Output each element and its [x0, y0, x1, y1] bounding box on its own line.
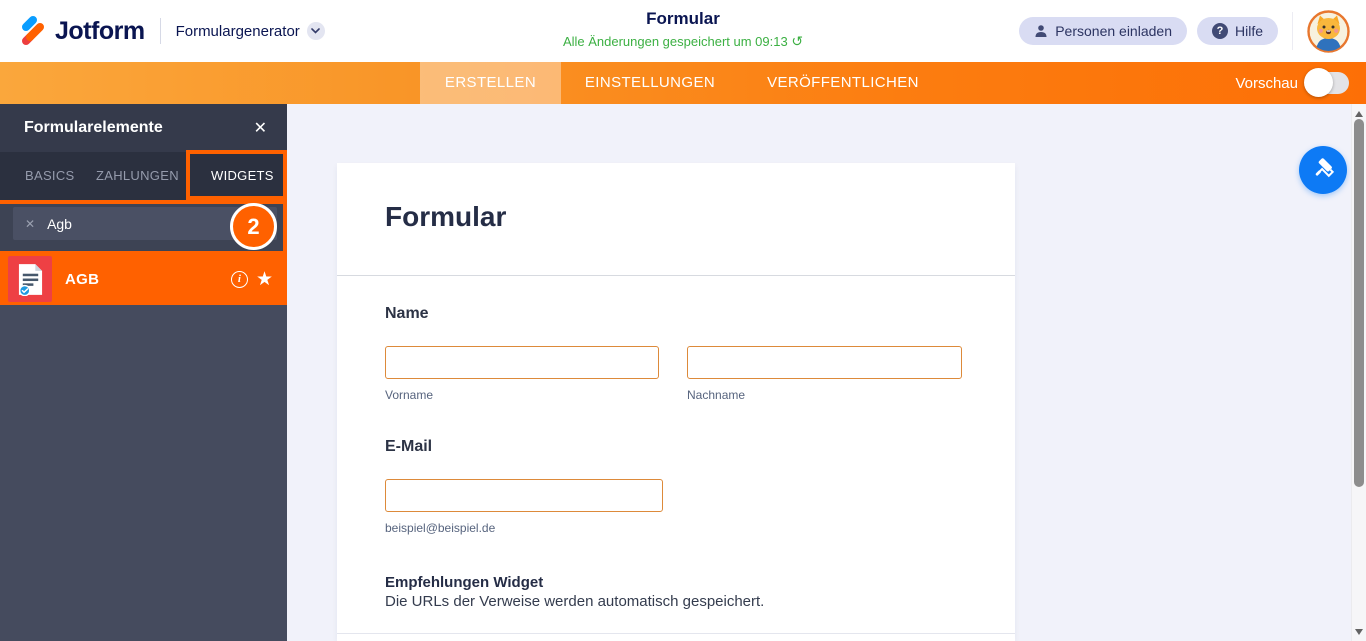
tab-widgets[interactable]: WIDGETS [211, 168, 274, 183]
preview-label: Vorschau [1235, 74, 1298, 92]
clear-search-icon[interactable]: ✕ [25, 216, 36, 231]
paint-roller-icon [1311, 158, 1335, 182]
avatar[interactable] [1307, 10, 1350, 53]
agb-widget-tile [8, 256, 52, 302]
revision-history-icon[interactable]: ↺ [791, 33, 804, 49]
document-icon [17, 263, 44, 296]
annotation-step-badge: 2 [230, 203, 277, 250]
email-label: E-Mail [385, 438, 433, 455]
app-header [0, 0, 1366, 62]
panel-tabs [0, 152, 287, 200]
product-label: Formulargenerator [175, 22, 300, 40]
scrollbar-thumb[interactable] [1354, 119, 1364, 487]
panel-header [0, 104, 287, 152]
scroll-up-arrow[interactable] [1355, 111, 1363, 117]
section-divider [337, 633, 1015, 634]
form-title[interactable]: Formular [385, 201, 507, 232]
scroll-down-arrow[interactable] [1355, 629, 1363, 635]
vertical-scrollbar[interactable] [1351, 104, 1366, 641]
avatar-divider [1292, 12, 1293, 50]
first-name-sublabel: Vorname [385, 388, 434, 402]
tab-zahlungen[interactable]: ZAHLUNGEN [96, 168, 179, 183]
panel-title: Formularelemente [24, 119, 163, 136]
header-right [1019, 0, 1350, 62]
toggle-knob[interactable] [1304, 68, 1333, 97]
last-name-sublabel: Nachname [687, 388, 746, 402]
tab-einstellungen[interactable]: EINSTELLUNGEN [584, 74, 716, 91]
widget-field-label: Empfehlungen Widget [385, 574, 544, 591]
form-card [337, 163, 1015, 641]
widget-name: AGB [65, 270, 100, 288]
brand-name: Jotform [55, 16, 145, 45]
widget-result-agb[interactable] [0, 253, 287, 305]
invite-button[interactable]: Personen einladen [1019, 17, 1187, 45]
question-icon: ? [1212, 23, 1228, 39]
preview-toggle[interactable] [1307, 72, 1349, 94]
builder-nav [0, 62, 1366, 104]
page-title: Formular [646, 9, 720, 28]
tab-erstellen[interactable]: ERSTELLEN [420, 62, 561, 104]
help-button[interactable]: ? Hilfe [1197, 17, 1278, 45]
email-sublabel: beispiel@beispiel.de [385, 521, 496, 535]
first-name-input[interactable] [385, 346, 659, 379]
tab-veroeffentlichen[interactable]: VERÖFFENTLICHEN [767, 74, 919, 91]
close-icon[interactable]: ✕ [253, 120, 267, 137]
widget-field-description: Die URLs der Verweise werden automatisch gespeichert. [385, 593, 765, 610]
email-input[interactable] [385, 479, 663, 512]
form-designer-button[interactable] [1299, 146, 1347, 194]
last-name-input[interactable] [687, 346, 962, 379]
name-label: Name [385, 305, 429, 322]
form-canvas [287, 104, 1366, 641]
search-input[interactable] [47, 216, 207, 232]
star-icon[interactable]: ★ [255, 268, 273, 290]
preview-control [1235, 62, 1349, 104]
info-icon[interactable]: i [231, 271, 248, 288]
autosave-status: Alle Änderungen gespeichert um 09:13 ↺ [562, 33, 804, 49]
tab-basics[interactable]: BASICS [25, 168, 75, 183]
person-icon [1034, 24, 1048, 38]
widget-actions [231, 270, 273, 289]
form-elements-panel [0, 104, 287, 641]
form-title-divider [337, 275, 1015, 276]
